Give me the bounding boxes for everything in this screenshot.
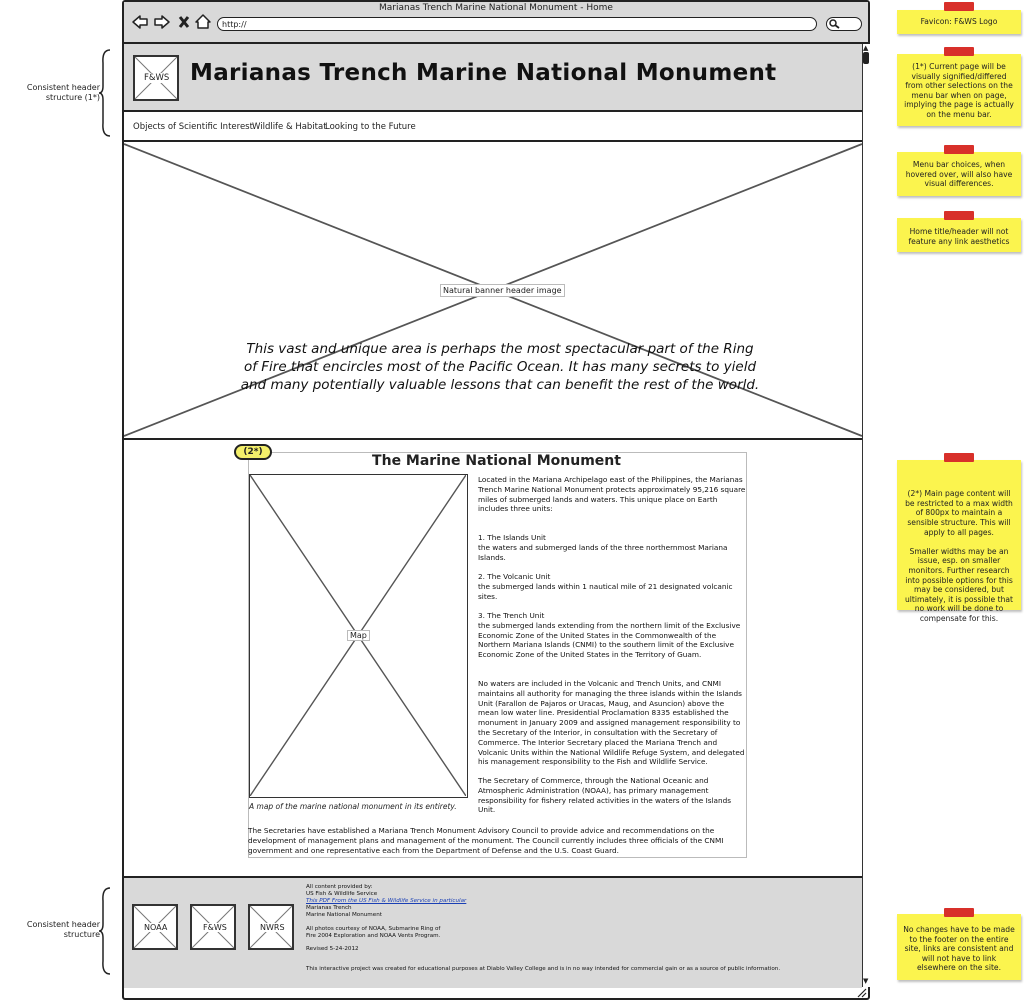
footer-credits-org: US Fish & Wildlife Service [306, 891, 378, 897]
search-icon [829, 19, 841, 29]
sticky-note-text: Favicon: F&WS Logo [920, 17, 998, 26]
content-paragraph: No waters are included in the Volcanic and Trench Units, and CNMI maintains all authority for managing the three islands within the Islands Unit (Farallon de Pajaros or Uracas, Maug, and Asuncion) above the mean low water line. Presidential Proclamation 8335 established the monument in January 2009 and assigned management responsibility to the Secretary of the Interior, in consultation with the Secretary of Commerce. The Interior Secretary placed the Mariana Trench and Volcanic Units within the National Wildlife Refuge System, and delegated his management responsibility to the Fish and Wildlife Service. [478, 679, 745, 767]
pin-icon [944, 453, 974, 462]
scroll-up-arrow-icon[interactable]: ▲ [863, 44, 869, 52]
sticky-note-hover [897, 152, 1021, 196]
nwrs-logo [248, 904, 294, 950]
sticky-note-footer [897, 914, 1021, 980]
footer-revised-date: Revised 5-24-2012 [306, 946, 359, 952]
close-x-icon[interactable] [178, 15, 190, 29]
pin-icon [944, 908, 974, 917]
content-paragraph: The Secretary of Commerce, through the National Oceanic and Atmospheric Administration (NOAA), has primary management responsibility for fishery related activities in the waters of the Islands Unit. [478, 776, 732, 815]
fws-logo-label: F&WS [144, 73, 170, 83]
header-brace-icon [98, 48, 112, 138]
pin-icon [944, 211, 974, 220]
banner-quote: This vast and unique area is perhaps the most spectacular part of the Ring of Fire that encircles most of the Pacific Ocean. It has many secrets to yield and many potentially valuable lessons that can benefit the rest of the world. [240, 341, 760, 393]
content-paragraph: Located in the Mariana Archipelago east of the Philippines, the Marianas Trench Marine National Monument protects approximately 95,216 square miles of submerged lands and waters. This unique place on Earth includes three units: [478, 475, 746, 514]
footer-photos-credit: Fire 2004 Exploration and NOAA Vents Program. [306, 933, 441, 939]
nwrs-logo-label: NWRS [260, 923, 285, 932]
annotation-badge: (2*) [234, 444, 272, 460]
footer-brace-icon [98, 886, 112, 976]
fws-footer-logo [190, 904, 236, 950]
content-title: The Marine National Monument [372, 453, 621, 469]
back-arrow-icon[interactable] [131, 14, 149, 30]
resize-grip-icon[interactable] [856, 988, 868, 998]
scroll-thumb[interactable] [863, 52, 869, 64]
sticky-note-text: Menu bar choices, when hovered over, will also have visual differences. [905, 160, 1013, 189]
noaa-logo-label: NOAA [144, 923, 168, 932]
window-title: Marianas Trench Marine National Monument - Home [379, 3, 613, 13]
header-structure-annotation: Consistent header structure (1*) [26, 83, 100, 102]
map-caption: A map of the marine national monument in its entirety. [249, 802, 457, 811]
sticky-note-text: No changes have to be made to the footer on the entire site, links are consistent and will not have to link elsewhere on the site. [903, 925, 1015, 973]
footer-disclaimer: This interactive project was created for educational purposes at Diablo Valley College and is in no way intended for commercial gain or as a source of public information. [306, 966, 781, 972]
footer-credits-line: Marine National Monument [306, 912, 382, 918]
content-paragraph: 1. The Islands Unit the waters and submerged lands of the three northernmost Mariana Islands. [478, 533, 728, 562]
sticky-note-text: (2*) Main page content will be restricted to a max width of 800px to maintain a sensible structure. This will apply to all pages. Smaller widths may be an issue, esp. on smaller monitors. Further research into possible options for this may be considered, but ultimately, it is possible that no work will be done to compensate for this. [904, 489, 1014, 623]
home-icon[interactable] [194, 13, 212, 30]
sticky-note-current-page [897, 54, 1021, 126]
sticky-note-text: (1*) Current page will be visually signified/differed from other selections on the menu bar when on page, implying the page is actually on the menu bar. [904, 62, 1014, 119]
pin-icon [944, 2, 974, 11]
banner-image-label: Natural banner header image [440, 284, 565, 297]
map-label: Map [347, 630, 370, 641]
footer-structure-annotation: Consistent header structure [26, 920, 100, 939]
fws-logo [133, 55, 179, 101]
sticky-note-max-width [897, 460, 1021, 623]
footer-photos-credit: All photos courtesy of NOAA, Submarine Ring of [306, 926, 441, 932]
pin-icon [944, 47, 974, 56]
scroll-down-arrow-icon[interactable]: ▼ [863, 977, 869, 985]
noaa-logo [132, 904, 178, 950]
advisory-council-paragraph: The Secretaries have established a Mariana Trench Monument Advisory Council to provide advice and recommendations on the development of management plans and management of the monument. The Council currently includes three officials of the CNMI government and one representative each from the Department of Defense and the U.S. Coast Guard. [248, 826, 724, 855]
sticky-note-favicon [897, 10, 1021, 34]
forward-arrow-icon[interactable] [153, 14, 171, 30]
content-paragraph: 2. The Volcanic Unit the submerged lands within 1 nautical mile of 21 designated volcanic sites. [478, 572, 733, 601]
sticky-note-text: Home title/header will not feature any link aesthetics [908, 227, 1010, 246]
sticky-note-title-links [897, 218, 1021, 252]
fws-footer-logo-label: F&WS [203, 923, 227, 932]
pin-icon [944, 145, 974, 154]
menu-item-objects-of-scientific-interest[interactable]: Objects of Scientific Interest [133, 122, 253, 132]
url-input[interactable]: http:// [217, 17, 817, 31]
content-paragraph: 3. The Trench Unit the submerged lands extending from the northern limit of the Exclusive Economic Zone of the United States in the Commonwealth of the Northern Mariana Islands (CNMI) to the southern limit of the Exclusive Economic Zone of the United States in the Territory of Guam. [478, 611, 741, 660]
vertical-scrollbar[interactable] [862, 44, 871, 987]
footer-pdf-link[interactable]: This PDF From the US Fish & Wildlife Service in particular [306, 898, 467, 904]
page-title: Marianas Trench Marine National Monument [190, 60, 777, 86]
menu-item-looking-to-the-future[interactable]: Looking to the Future [325, 122, 416, 132]
footer-credits-heading: All content provided by: [306, 884, 373, 890]
footer-credits-line: Marianas Trench [306, 905, 352, 911]
menu-item-wildlife-habitat[interactable]: Wildlife & Habitat [252, 122, 327, 132]
